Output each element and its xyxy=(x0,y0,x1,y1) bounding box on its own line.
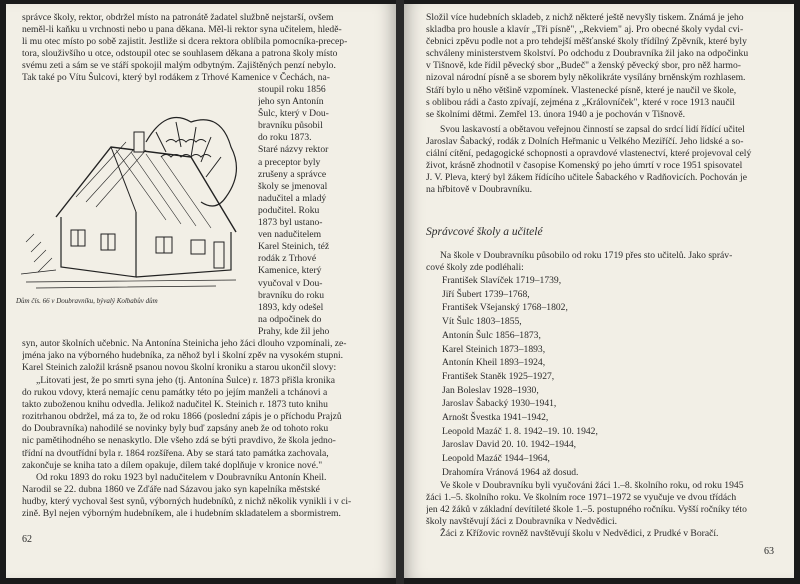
teacher-entry: Karel Steinich 1873–1893, xyxy=(442,343,546,355)
teacher-entry: Leopold Mazáč 1. 8. 1942–19. 10. 1942, xyxy=(442,425,598,437)
text-line: Na škole v Doubravníku působilo od roku 1719 přes sto učitelů. Jako správ- xyxy=(440,250,733,261)
text-line: život, krásně zhodnotil v časopise Komenský po jeho úmrtí v roce 1951 spisovatel xyxy=(426,160,743,172)
text-line: jména jako na výborného hudebníka, za něhož byl i školní zpěv na vysokém stupni. xyxy=(22,350,344,362)
page-number-right: 63 xyxy=(764,546,774,557)
text-line: Jaroslav Šabacký, rodák z Dolních Heřmanic u Velkého Meziříčí. Jeho lidské a so- xyxy=(426,136,744,148)
text-line: Od roku 1893 do roku 1923 byl nadučitelem v Doubravníku Antonín Kheil. xyxy=(36,472,327,483)
text-line: ciální cítění, pedagogické schopnosti a opravdové vlastenectví, které projevoval celý xyxy=(426,148,752,160)
text-line: vyučoval v Dou- xyxy=(258,277,323,289)
text-line: Složil více hudebních skladeb, z nichž některé ještě nevyšly tiskem. Známá je jeho xyxy=(426,12,744,23)
text-line: s oblibou rádi a často zpívají, zejména z „Královníček", které v roce 1913 naučil xyxy=(426,96,735,108)
text-line: Svou laskavostí a obětavou veřejnou činností se zapsal do srdcí lidí řídící učitel xyxy=(440,124,745,135)
house-illustration xyxy=(16,102,244,292)
quote-line: třídní na dvoutřídní byla r. 1864 rozšířena. Aby se stará tato památka zachovala, xyxy=(22,447,329,459)
text-line: Prahy, kde žil jeho xyxy=(258,325,330,337)
section-heading: Správcové školy a učitelé xyxy=(426,226,543,238)
teacher-entry: Leopold Mazáč 1944–1964, xyxy=(442,453,550,465)
text-line: Tak také po Vítu Šulcovi, který byl rodákem z Trhové Kamenice v Čechách, na- xyxy=(22,72,330,84)
text-line: v Tišnově, kde řídil pěvecký sbor „Budeč" a ženský pěvecký sbor, pro něž harmo- xyxy=(426,60,741,72)
text-line: správce školy, rektor, obdržel místo na patronátě žadatel službně nejstarší, ovšem xyxy=(22,12,334,23)
quote-line: rozitrhanou obdržel, má za to, že od roku 1866 (poslední zápis je o příchodu Prajzů xyxy=(22,411,342,423)
quote-line: „Litovati jest, že po smrti syna jeho (tj. Antonína Šulce) r. 1873 přišla kronika xyxy=(36,375,335,386)
teacher-entry: Vít Šulc 1803–1855, xyxy=(442,316,522,328)
text-line: rodák z Trhové xyxy=(258,253,317,265)
text-line: Ve škole v Doubravníku byli vyučováni žáci 1.–8. školního roku, od roku 1945 xyxy=(440,480,744,491)
quote-line: do Doubravníka) nahodilé se novinky byly buď zapsány aneb že od tohoto roku xyxy=(22,423,329,435)
teacher-entry: Antonín Šulc 1856–1873, xyxy=(442,329,541,341)
text-line: hudby, který vychoval šest synů, výborných hudebníků, z nichž několik vynikli i v ci- xyxy=(22,496,352,508)
text-line: ven nadučitelem xyxy=(258,229,322,241)
text-line: školy navštěvují žáci z Doubravníka v Nedvědici. xyxy=(426,516,618,528)
text-line: čebnici zpěvu podle not a pro tehdejší měšťanské školy třídílný Zpěvník, které byly xyxy=(426,36,747,48)
text-line: jen 42 žáků v základní devítileté škole 1.–5. postupného ročníku. Vyšší ročníky této xyxy=(426,504,747,516)
text-line: žáci 1.–5. školního roku. Ve školním roce 1971–1972 se vyučuje ve dvou třídách xyxy=(426,492,737,504)
teacher-entry: František Staněk 1925–1927, xyxy=(442,370,555,382)
text-line: bravníku do roku xyxy=(258,289,325,301)
page-number-left: 62 xyxy=(22,534,32,545)
quote-line: takto zuboženou knihu odvedla. Jelikož nadučitel K. Steinich r. 1873 tuto knihu xyxy=(22,399,328,411)
text-line: na hřbitově v Doubravníku. xyxy=(426,184,533,196)
right-page xyxy=(404,4,794,578)
figure-caption: Dům čís. 66 v Doubravníku, bývalý Kolbabův dům xyxy=(16,297,158,305)
left-page xyxy=(6,4,396,578)
text-line: tora, slouživšího u otce, odstoupil otec se souhlasem děkana a patrona školy místo xyxy=(22,48,338,60)
text-line: Karel Steinich, též xyxy=(258,241,330,253)
text-line: a preceptor byly xyxy=(258,156,321,168)
text-line: zrušeny a správce xyxy=(258,168,327,180)
text-line: J. V. Pleva, který byl žákem řídícího učitele Šabackého v Radňovicích. Pochován je xyxy=(426,172,747,184)
teacher-entry: Arnošt Švestka 1941–1942, xyxy=(442,412,549,424)
text-line: Žáci z Křížovic rovněž navštěvují školu v Nedvědici, z Prudké v Boračí. xyxy=(440,528,719,540)
text-line: Kamenice, který xyxy=(258,265,322,277)
teacher-entry: Drahomíra Vránová 1964 až dosud. xyxy=(442,466,579,478)
text-line: Šulc, který v Dou- xyxy=(258,108,329,120)
text-line: 1893, kdy odešel xyxy=(258,301,324,313)
text-line: na odpočinek do xyxy=(258,313,322,325)
text-line: cové školy zde podléhali: xyxy=(426,262,524,274)
left-side-column xyxy=(258,84,378,338)
teacher-entry: František Všejanský 1768–1802, xyxy=(442,302,568,314)
text-line: bravníku působil xyxy=(258,120,323,132)
teacher-entry: Antonín Kheil 1893–1924, xyxy=(442,357,546,369)
text-line: stoupil roku 1856 xyxy=(258,84,326,95)
right-top-paragraph xyxy=(426,12,776,121)
text-line: svému zeti a sám se ve stáří spokojil malým odbytným. Zajištěných penzí nebylo. xyxy=(22,60,336,72)
text-line: li mu otec místo po sobě zajistit. Jestliže si dcera rektora oblíbila pomocníka-precep- xyxy=(22,36,348,48)
left-lower-paragraph xyxy=(22,338,378,374)
left-quote-paragraph xyxy=(22,375,378,472)
text-line: 1873 byl ustano- xyxy=(258,217,323,229)
text-line: schváleny ministerstvem školství. Po odchodu z Doubravníka žil jako na odpočinku xyxy=(426,48,749,60)
teacher-list xyxy=(442,274,598,480)
closing-paragraph xyxy=(426,480,776,540)
text-line: nadučitel a mladý xyxy=(258,192,327,204)
teacher-entry: Jan Boleslav 1928–1930, xyxy=(442,384,539,396)
right-second-paragraph xyxy=(426,124,776,197)
left-top-paragraph xyxy=(22,12,378,85)
book-gutter xyxy=(396,0,404,584)
text-line: neměl-li kaňku u vrchnosti nebo u pana děkana. Měl-li rektor syna učitelem, hledě- xyxy=(22,24,342,36)
text-line: Staré názvy rektor xyxy=(258,144,329,156)
text-line: školy se jmenoval xyxy=(258,180,328,192)
teacher-entry: František Slavíček 1719–1739, xyxy=(442,275,562,286)
text-line: Narodil se 22. dubna 1860 ve Zďáře nad Sázavou jako syn kapelníka městské xyxy=(22,484,320,496)
text-line: skladba pro housle a klavír „Tři písně", „Rekviem" aj. Pro obecné školy vydal cvi- xyxy=(426,24,744,36)
text-line: syn, autor školních učebnic. Na Antonína Steinicha jeho žáci dlouho vzpomínali, ze- xyxy=(22,338,347,349)
teacher-entry: Jiří Šubert 1739–1768, xyxy=(442,288,530,300)
text-line: jeho syn Antonín xyxy=(258,96,324,108)
text-line: Karel Steinich založil krásně psanou novou školní kroniku a starou ukončil slovy: xyxy=(22,362,337,374)
teacher-entry: Jaroslav Šabacký 1930–1941, xyxy=(442,398,557,410)
left-final-paragraph xyxy=(22,472,378,520)
text-line: Stáří bylo u něho většině vzpomínek. Vlastenecké písně, které je naučil ve škole, xyxy=(426,84,737,96)
text-line: nizoval národní písně a se sborem byly několikráte vysílány brněnským rozhlasem. xyxy=(426,72,746,84)
teacher-entry: Jaroslav David 20. 10. 1942–1944, xyxy=(442,439,577,451)
text-line: se školními dětmi. Zemřel 13. února 1940 a je pochován v Tišnově. xyxy=(426,108,685,120)
quote-line: do rukou vdovy, která nemajíc cenu památky této po jejím manželi a tchánovi a xyxy=(22,387,328,399)
intro-paragraph xyxy=(426,250,776,274)
quote-line: zakončuje se kniha tato a dílem opakuje, dílem také doplňuje v kronice nové." xyxy=(22,459,323,471)
text-line: do roku 1873. xyxy=(258,132,312,144)
text-line: zině. Byl nejen výborným hudebníkem, ale i hudebním skladatelem a sbormistrem. xyxy=(22,508,341,520)
text-line: podučitel. Roku xyxy=(258,204,320,216)
quote-line: nic pamětihodného se nenaskytlo. Dle všeho zdá se býti pravdivo, že škola jedno- xyxy=(22,435,336,447)
